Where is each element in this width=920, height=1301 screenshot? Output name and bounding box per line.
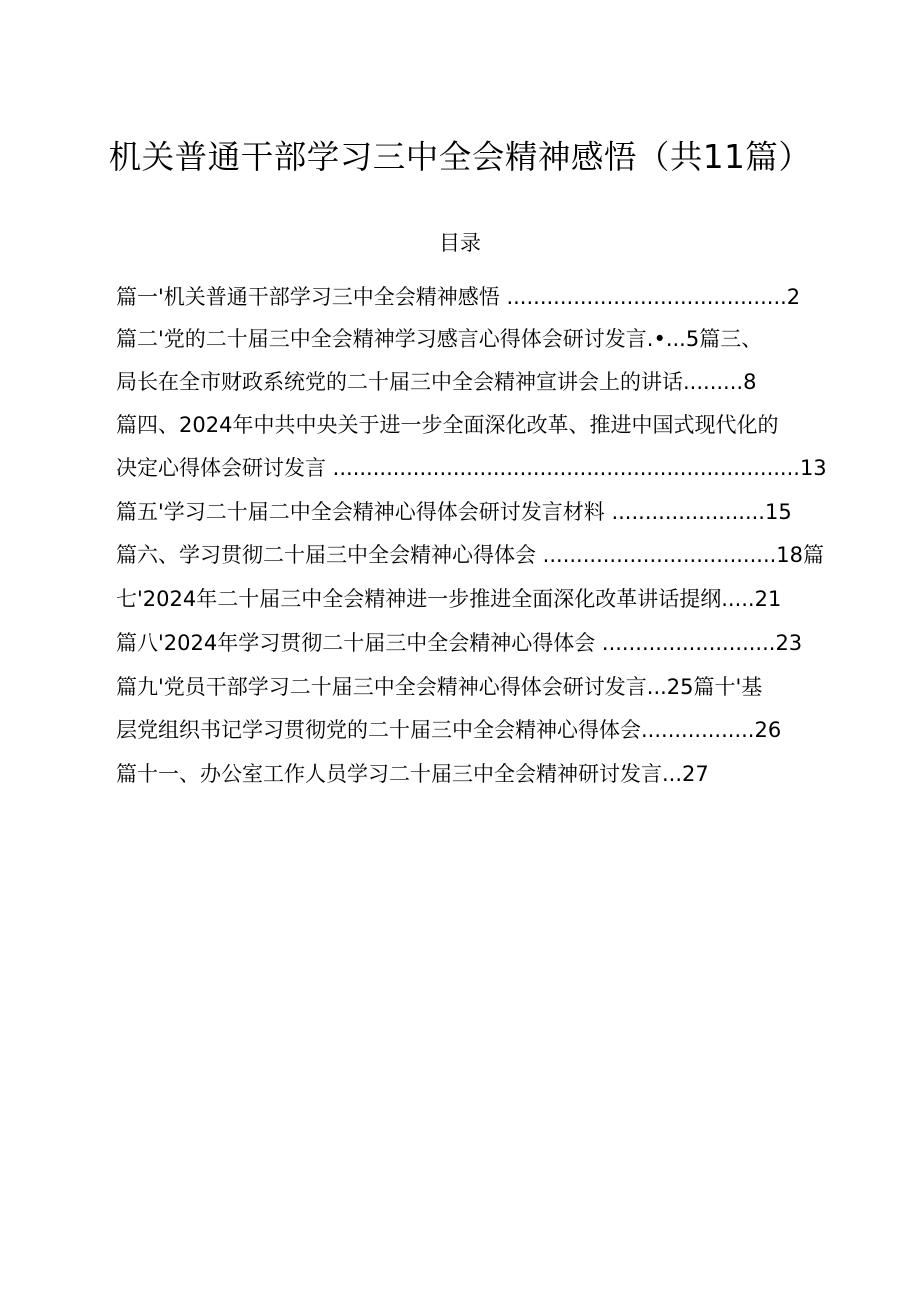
toc-entry-1[interactable]: 篇一'机关普通干部学习三中全会精神感悟 ..........................................2 [116,285,801,309]
toc-entry-4[interactable]: 篇四、2024年中共中央关于进一步全面深化改革、推进中国式现代化的 [116,413,779,437]
toc-entry-9[interactable]: 篇九'党员干部学习二十届三中全会精神心得体会研讨发言...25篇十'基 [116,675,763,699]
toc-entry-5[interactable]: 篇五'学习二十届二中全会精神心得体会研讨发言材料 .......................15 [116,500,792,524]
document-title: 机关普通干部学习三中全会精神感悟（共11篇） [108,138,812,176]
toc-entry-11[interactable]: 篇十一、办公室工作人员学习二十届三中全会精神研讨发言...27 [116,762,709,786]
toc-entry-4-cont[interactable]: 决定心得体会研讨发言 ......................................................................13 [116,456,827,480]
toc-entry-8[interactable]: 篇八'2024年学习贯彻二十届三中全会精神心得体会 ..........................23 [116,631,803,655]
toc-entry-10[interactable]: 层党组织书记学习贯彻党的二十届三中全会精神心得体会.................26 [116,718,782,742]
toc-entry-3[interactable]: 局长在全市财政系统党的二十届三中全会精神宣讲会上的讲话.........8 [116,370,757,394]
toc-entry-6[interactable]: 篇六、学习贯彻二十届三中全会精神心得体会 ...................................18篇 [116,543,825,567]
toc-entry-7[interactable]: 七'2024年二十届三中全会精神进一步推进全面深化改革讲话提纲.....21 [116,587,782,611]
toc-heading: 目录 [439,231,481,255]
toc-entry-2[interactable]: 篇二'党的二十届三中全会精神学习感言心得体会研讨发言.•...5篇三、 [116,327,763,351]
